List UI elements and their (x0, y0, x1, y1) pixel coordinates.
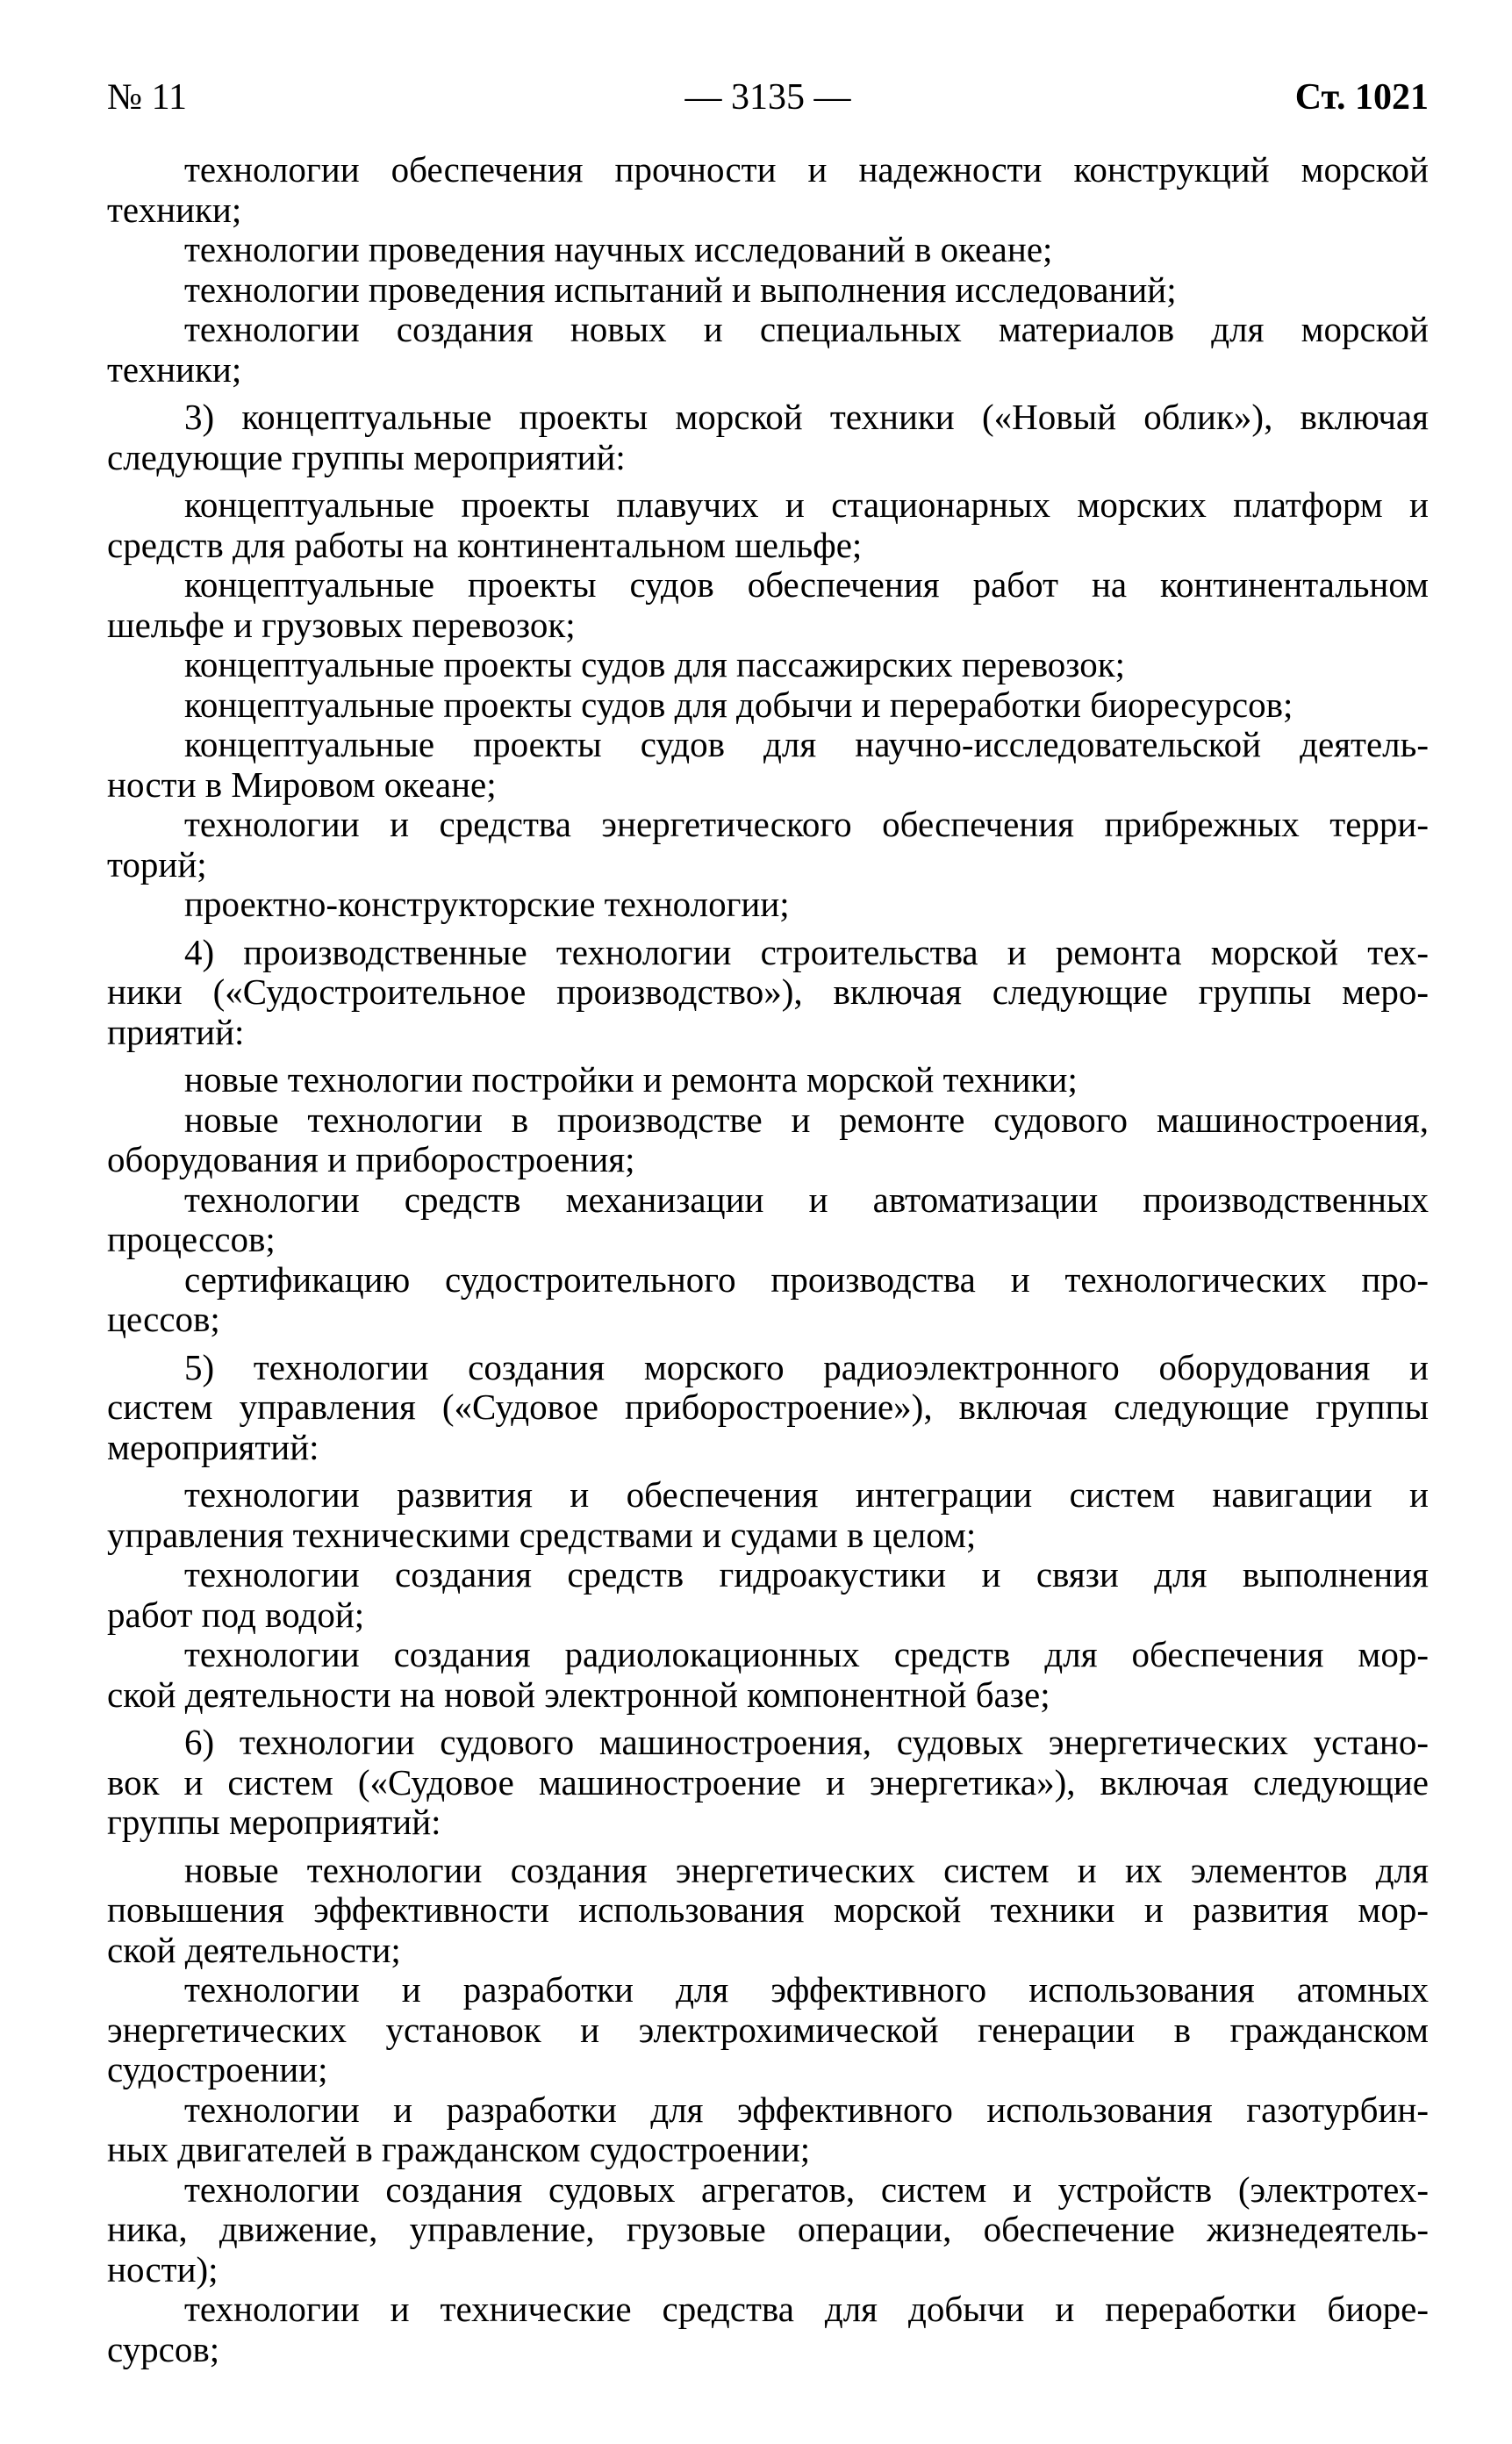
paragraph (107, 2290, 1429, 2369)
paragraph (107, 1475, 1429, 1555)
text-line: технологии создания новых и специальных материалов для морской (184, 309, 1429, 349)
paragraph (107, 565, 1429, 645)
paragraph (107, 270, 1429, 311)
paragraph (107, 685, 1429, 726)
text-line: систем управления («Судовое приборостроение»), включая следующие группы (107, 1387, 1429, 1427)
text-line: концептуальные проекты судов для добычи и переработки биоресурсов; (184, 684, 1293, 725)
text-line: технологии и технические средства для добычи и переработки биоре- (184, 2289, 1429, 2329)
paragraph (107, 805, 1429, 885)
text-line: ных двигателей в гражданском судостроении; (107, 2129, 811, 2169)
text-line: сертификацию судостроительного производства и технологических про- (184, 1258, 1429, 1300)
text-line: судостроении; (107, 2049, 328, 2089)
text-line: технологии развития и обеспечения интеграции систем навигации и (184, 1474, 1429, 1515)
text-line: приятий: (107, 1011, 245, 1052)
paragraph (107, 1555, 1429, 1635)
text-line: технологии и разработки для эффективного использования газотурбин- (184, 2089, 1429, 2130)
text-line: вок и систем («Судовое машиностроение и энергетика»), включая следующие (107, 1761, 1429, 1803)
text-line: технологии и средства энергетического обеспечения прибрежных терри- (184, 804, 1429, 844)
paragraph (107, 1060, 1429, 1100)
paragraph (107, 933, 1429, 1053)
text-line: 5) технологии создания морского радиоэлектронного оборудования и (184, 1346, 1429, 1387)
text-line: шельфе и грузовых перевозок; (107, 604, 576, 645)
text-line: новые технологии в производстве и ремонте судового машиностроения, (184, 1099, 1429, 1140)
text-line: ники («Судостроительное производство»), включая следующие группы меро- (107, 971, 1429, 1012)
document-body (107, 150, 1429, 2369)
text-line: ской деятельности; (107, 1929, 401, 1970)
page-number: — 3135 — (684, 77, 851, 118)
paragraph (107, 398, 1429, 477)
text-line: технологии создания судовых агрегатов, систем и устройств (электротех- (184, 2168, 1429, 2210)
paragraph (107, 2170, 1429, 2290)
text-line: ности); (107, 2248, 219, 2290)
paragraph (107, 725, 1429, 805)
text-line: следующие группы мероприятий: (107, 436, 626, 477)
article-number: Ст. 1021 (1294, 77, 1429, 118)
paragraph (107, 485, 1429, 565)
text-line: повышения эффективности использования морской техники и развития мор- (107, 1889, 1429, 1930)
text-line: техники; (107, 348, 242, 390)
text-line: средств для работы на континентальном шельфе; (107, 524, 863, 565)
text-line: 3) концептуальные проекты морской техники («Новый облик»), включая (184, 397, 1429, 437)
text-line: работ под водой; (107, 1594, 365, 1635)
paragraph (107, 885, 1429, 925)
paragraph (107, 230, 1429, 270)
paragraph (107, 1348, 1429, 1468)
paragraph (107, 150, 1429, 230)
text-line: технологии и разработки для эффективного использования атомных (184, 1969, 1429, 2010)
text-line: сурсов; (107, 2328, 220, 2369)
page-header (107, 75, 1429, 119)
text-line: техники; (107, 189, 242, 230)
paragraph (107, 1180, 1429, 1260)
paragraph (107, 1635, 1429, 1715)
text-line: ской деятельности на новой электронной компонентной базе; (107, 1674, 1050, 1715)
text-line: управления техническими средствами и судами в целом; (107, 1514, 977, 1555)
paragraph (107, 645, 1429, 685)
paragraph (107, 1851, 1429, 1971)
paragraph (107, 2090, 1429, 2170)
paragraph (107, 1723, 1429, 1843)
text-line: энергетических установок и электрохимической генерации в гражданском (107, 2009, 1429, 2050)
text-line: ности в Мировом океане; (107, 763, 497, 805)
text-line: технологии проведения испытаний и выполнения исследований; (184, 269, 1177, 310)
text-line: торий; (107, 843, 207, 885)
paragraph (107, 1970, 1429, 2090)
text-line: концептуальные проекты судов для научно-исследовательской деятель- (184, 724, 1429, 764)
paragraph (107, 1260, 1429, 1340)
text-line: концептуальные проекты плавучих и стационарных морских платформ и (184, 484, 1429, 525)
text-line: 4) производственные технологии строительства и ремонта морской тех- (184, 931, 1429, 972)
paragraph (107, 310, 1429, 390)
text-line: процессов; (107, 1219, 276, 1259)
text-line: технологии средств механизации и автоматизации производственных (184, 1179, 1429, 1220)
paragraph (107, 1100, 1429, 1180)
text-line: проектно-конструкторские технологии; (184, 884, 790, 924)
text-line: новые технологии постройки и ремонта морской техники; (184, 1059, 1078, 1100)
text-line: мероприятий: (107, 1426, 319, 1467)
text-line: технологии создания средств гидроакустики и связи для выполнения (184, 1554, 1429, 1595)
text-line: концептуальные проекты судов для пассажирских перевозок; (184, 644, 1126, 684)
text-line: технологии обеспечения прочности и надежности конструкций морской (184, 149, 1429, 190)
text-line: оборудования и приборостроения; (107, 1139, 635, 1179)
text-line: 6) технологии судового машиностроения, судовых энергетических устано- (184, 1722, 1429, 1762)
text-line: технологии создания радиолокационных средств для обеспечения мор- (184, 1634, 1429, 1674)
text-line: цессов; (107, 1299, 220, 1339)
text-line: группы мероприятий: (107, 1802, 441, 1842)
text-line: новые технологии создания энергетических систем и их элементов для (184, 1849, 1429, 1890)
text-line: концептуальные проекты судов обеспечения работ на континентальном (184, 564, 1429, 605)
issue-number: № 11 (107, 77, 188, 118)
text-line: ника, движение, управление, грузовые операции, обеспечение жизнедеятель- (107, 2209, 1429, 2249)
text-line: технологии проведения научных исследований в океане; (184, 229, 1053, 269)
